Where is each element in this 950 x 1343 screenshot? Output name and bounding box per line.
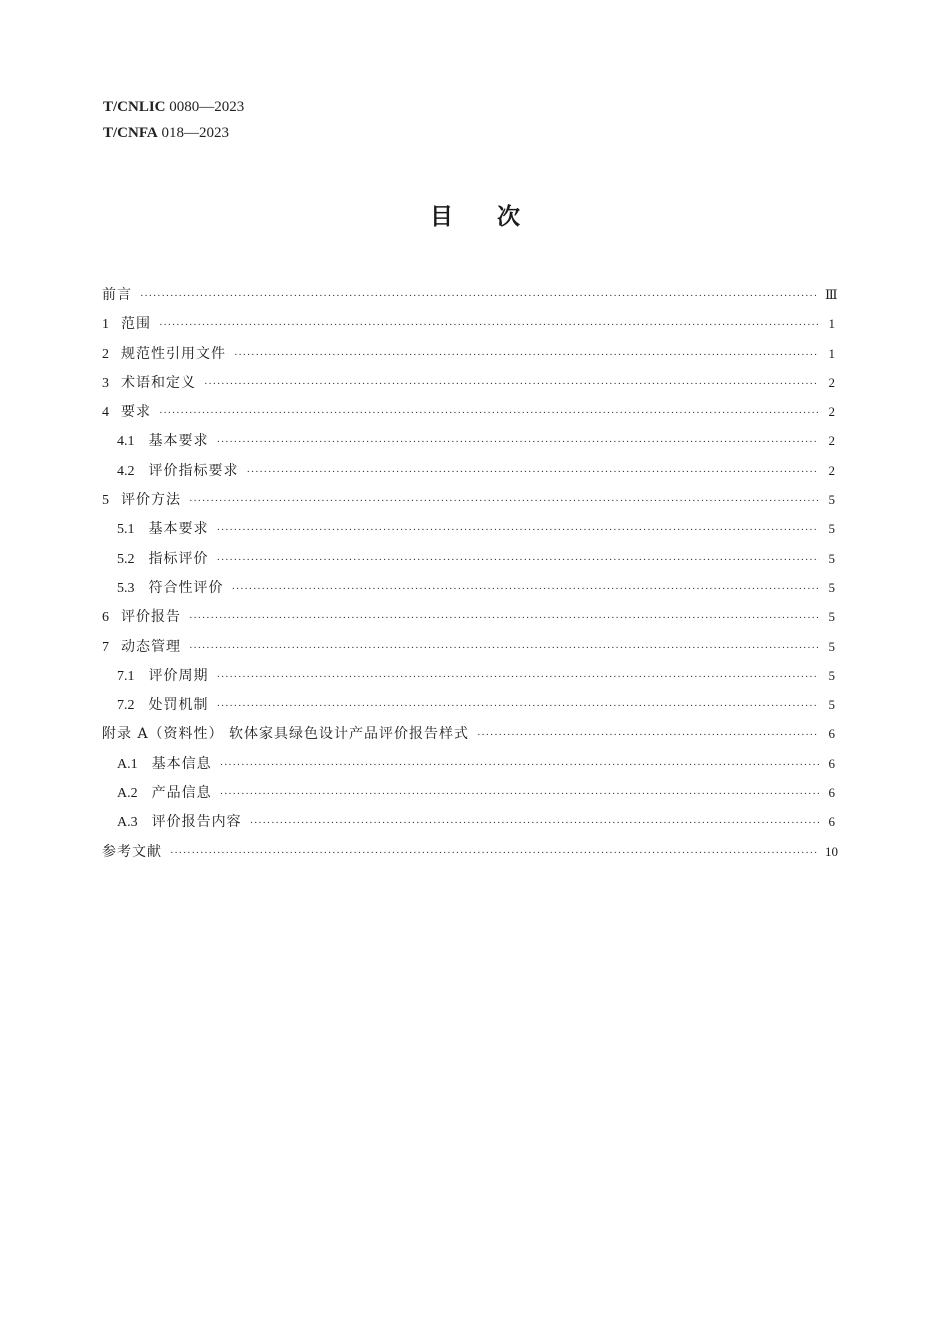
toc-entry-page: 5 <box>828 492 835 508</box>
toc-entry-label: 范围 <box>121 316 151 333</box>
toc-dot-leader <box>477 721 819 750</box>
toc-entry-number: 5 <box>102 493 109 509</box>
toc-entry-number: 7.2 <box>117 698 135 714</box>
toc-entry-label: 基本信息 <box>151 755 212 772</box>
standard-code-prefix: T/CNFA <box>103 125 158 141</box>
toc-entry[interactable] <box>102 280 838 309</box>
toc-entry-label: 评价方法 <box>121 492 181 509</box>
toc-entry-label: 产品信息 <box>151 785 212 802</box>
standard-code-number: 0080—2023 <box>169 99 245 115</box>
toc-entry-number: 6 <box>102 610 109 626</box>
toc-entry-label: 评价报告内容 <box>151 814 242 831</box>
toc-entry-label: 前言 <box>102 287 132 303</box>
toc-entry-page: 2 <box>828 433 835 449</box>
standard-code <box>103 94 244 120</box>
toc-entry-page: 5 <box>828 550 835 566</box>
toc-entry-page: 1 <box>828 345 835 361</box>
toc-entry[interactable] <box>102 309 835 338</box>
toc-entry-page: 6 <box>828 814 835 830</box>
standard-code-number: 018—2023 <box>161 125 229 141</box>
standard-code-prefix: T/CNLIC <box>103 99 166 115</box>
toc-entry[interactable] <box>102 602 835 631</box>
toc-entry-label: 参考文献 <box>102 843 162 860</box>
toc-dot-leader <box>189 604 819 633</box>
toc-entry[interactable] <box>102 719 835 748</box>
toc-entry-number: 4.1 <box>117 434 135 450</box>
toc-entry-number: A.2 <box>117 786 138 802</box>
toc-entry-number: 5.2 <box>117 551 135 567</box>
toc-entry-number: 7 <box>102 639 109 655</box>
toc-entry-label: 符合性评价 <box>148 579 224 596</box>
toc-entry-number: 5.1 <box>117 522 135 538</box>
toc-dot-leader <box>140 282 819 311</box>
toc-entry-label: 指标评价 <box>148 550 209 567</box>
toc-entry[interactable] <box>102 544 835 573</box>
toc-dot-leader <box>204 370 819 399</box>
table-of-contents <box>102 280 838 866</box>
toc-entry-page: Ⅲ <box>825 287 838 302</box>
toc-entry[interactable] <box>102 573 835 602</box>
toc-entry-number: A.1 <box>117 756 138 772</box>
toc-entry-number: 4 <box>102 405 109 421</box>
toc-dot-leader <box>234 341 819 370</box>
toc-entry-number: 5.3 <box>117 580 135 596</box>
toc-dot-leader <box>159 311 819 340</box>
toc-entry-page: 5 <box>828 521 835 537</box>
standard-codes <box>103 94 244 146</box>
toc-entry[interactable] <box>102 456 835 485</box>
toc-entry[interactable] <box>102 632 835 661</box>
toc-dot-leader <box>159 399 819 428</box>
toc-dot-leader <box>250 809 819 838</box>
toc-dot-leader <box>170 839 819 868</box>
toc-entry-label: 术语和定义 <box>121 374 196 391</box>
toc-entry[interactable] <box>102 368 835 397</box>
toc-entry-page: 6 <box>828 785 835 801</box>
toc-entry-number: 7.1 <box>117 668 135 684</box>
toc-entry-page: 10 <box>825 843 838 859</box>
toc-entry-page: 6 <box>828 755 835 771</box>
toc-dot-leader <box>217 663 820 692</box>
toc-entry-page: 6 <box>828 726 835 742</box>
toc-entry-label: 规范性引用文件 <box>121 345 226 362</box>
toc-entry[interactable] <box>102 339 835 368</box>
toc-entry-label: 评价周期 <box>148 667 209 684</box>
page-title: 目次 <box>430 203 564 230</box>
toc-entry-page: 2 <box>828 404 835 420</box>
toc-entry[interactable] <box>102 397 835 426</box>
toc-entry-page: 5 <box>828 579 835 595</box>
toc-entry-page: 2 <box>828 462 835 478</box>
toc-entry[interactable] <box>102 514 835 543</box>
toc-entry-page: 5 <box>828 609 835 625</box>
toc-entry[interactable] <box>102 485 835 514</box>
toc-dot-leader <box>247 458 820 487</box>
toc-entry-number: 2 <box>102 346 109 362</box>
toc-dot-leader <box>189 634 819 663</box>
toc-entry-label: 基本要求 <box>148 433 209 450</box>
toc-entry-label: 评价指标要求 <box>148 462 239 479</box>
toc-entry-number: 1 <box>102 317 109 333</box>
toc-entry-page: 5 <box>828 667 835 683</box>
toc-dot-leader <box>232 575 820 604</box>
toc-entry[interactable] <box>102 426 835 455</box>
toc-dot-leader <box>217 428 820 457</box>
toc-entry-page: 1 <box>828 316 835 332</box>
toc-entry[interactable] <box>102 837 838 866</box>
toc-entry-label: 基本要求 <box>148 521 209 538</box>
toc-entry-page: 5 <box>828 697 835 713</box>
toc-entry[interactable] <box>102 749 835 778</box>
toc-dot-leader <box>220 780 819 809</box>
toc-entry-page: 2 <box>828 374 835 390</box>
toc-dot-leader <box>217 546 820 575</box>
toc-entry[interactable] <box>102 807 835 836</box>
toc-entry[interactable] <box>102 778 835 807</box>
toc-entry-label: 处罚机制 <box>148 697 209 714</box>
toc-entry[interactable] <box>102 690 835 719</box>
toc-entry-label: 评价报告 <box>121 609 181 626</box>
toc-entry-page: 5 <box>828 638 835 654</box>
toc-entry-label: 动态管理 <box>121 638 181 655</box>
toc-dot-leader <box>220 751 819 780</box>
toc-dot-leader <box>217 516 820 545</box>
toc-entry[interactable] <box>102 661 835 690</box>
toc-entry-number: 4.2 <box>117 463 135 479</box>
toc-dot-leader <box>189 487 819 516</box>
toc-dot-leader <box>217 692 820 721</box>
toc-entry-label: 附录 A（资料性） 软体家具绿色设计产品评价报告样式 <box>102 726 470 743</box>
toc-entry-number: 3 <box>102 375 109 391</box>
toc-entry-label: 要求 <box>121 404 151 421</box>
toc-entry-number: A.3 <box>117 815 138 831</box>
standard-code <box>103 120 244 146</box>
